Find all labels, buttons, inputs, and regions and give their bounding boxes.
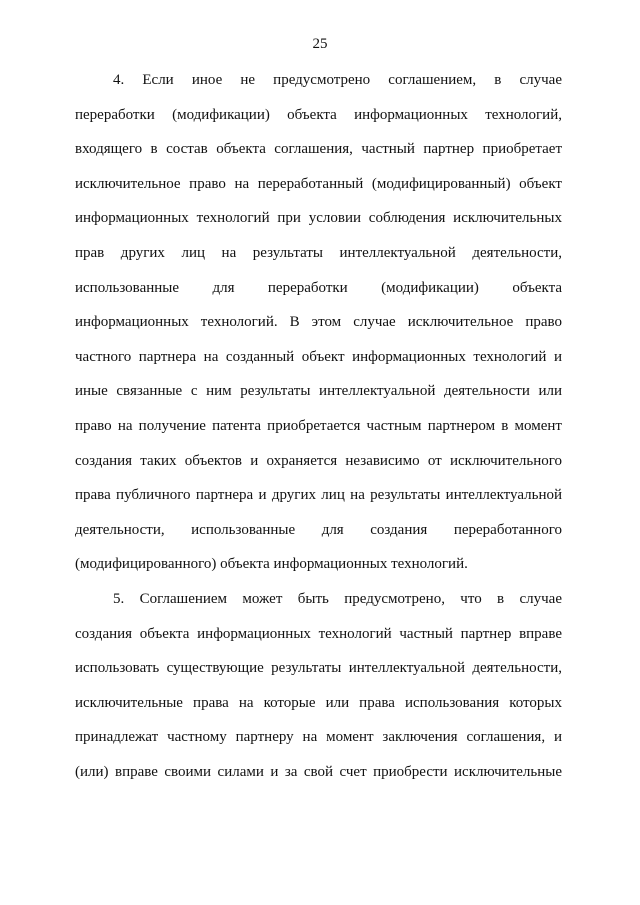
paragraph-4-line: использованные для переработки (модификации) объекта bbox=[75, 279, 562, 296]
page-number: 25 bbox=[312, 36, 328, 52]
paragraph-4-line: входящего в состав объекта соглашения, частный партнер приобретает bbox=[75, 141, 562, 158]
paragraph-5-line: принадлежат частному партнеру на момент заключения соглашения, и bbox=[75, 729, 562, 746]
paragraph-4-line: частного партнера на созданный объект информационных технологий и bbox=[75, 348, 562, 365]
paragraph-4-line: переработки (модификации) объекта информационных технологий, bbox=[75, 106, 562, 123]
paragraph-5-line: исключительные права на которые или права использования которых bbox=[75, 694, 562, 711]
paragraph-4-line: информационных технологий при условии соблюдения исключительных bbox=[75, 210, 562, 227]
paragraph-4-line: создания таких объектов и охраняется независимо от исключительного bbox=[75, 452, 562, 469]
paragraph-4-line: исключительное право на переработанный (модифицированный) объект bbox=[75, 175, 562, 192]
paragraph-4-line: деятельности, использованные для создания переработанного bbox=[75, 521, 562, 538]
body-text bbox=[75, 63, 562, 789]
paragraph-4-line: права публичного партнера и других лиц на результаты интеллектуальной bbox=[75, 487, 562, 504]
paragraph-5-line: создания объекта информационных технологий частный партнер вправе bbox=[75, 625, 562, 642]
paragraph-4-line: информационных технологий. В этом случае исключительное право bbox=[75, 314, 562, 331]
paragraph-4-line: прав других лиц на результаты интеллектуальной деятельности, bbox=[75, 244, 562, 261]
paragraph-5-line: 5. Соглашением может быть предусмотрено, что в случае bbox=[113, 590, 562, 607]
paragraph-4-line: право на получение патента приобретается частным партнером в момент bbox=[75, 417, 562, 434]
paragraph-5-line: использовать существующие результаты интеллектуальной деятельности, bbox=[75, 660, 562, 677]
paragraph-4-line: 4. Если иное не предусмотрено соглашением, в случае bbox=[113, 72, 562, 88]
paragraph-4-line: иные связанные с ним результаты интеллектуальной деятельности или bbox=[75, 383, 562, 400]
paragraph-5-line: (или) вправе своими силами и за свой счет приобрести исключительные bbox=[75, 763, 562, 780]
paragraph-4-last-line: (модифицированного) объекта информационных технологий. bbox=[75, 556, 468, 573]
